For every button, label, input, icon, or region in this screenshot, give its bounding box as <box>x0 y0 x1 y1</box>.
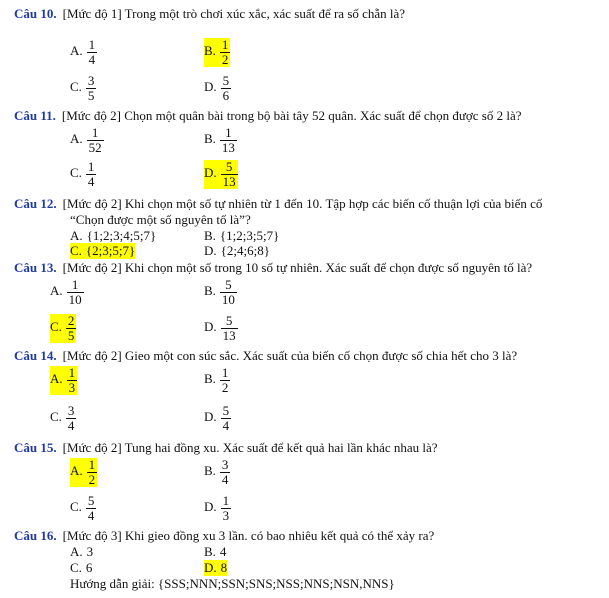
numerator: 2 <box>67 313 75 328</box>
option-letter: D. <box>204 79 217 95</box>
denominator: 2 <box>88 472 96 487</box>
fraction <box>86 160 97 189</box>
option-c[interactable] <box>50 404 76 433</box>
question-15 <box>14 440 438 456</box>
numerator: 1 <box>87 159 95 174</box>
option-a[interactable] <box>70 38 97 67</box>
numerator: 5 <box>225 277 232 292</box>
denominator: 10 <box>221 292 235 307</box>
denominator: 4 <box>222 418 230 433</box>
option-letter: A. <box>70 43 83 59</box>
fraction <box>220 366 231 395</box>
numerator: 1 <box>222 493 230 508</box>
question-number: Câu 15. <box>14 440 57 455</box>
option-letter: D. <box>204 243 217 258</box>
option-letter: C. <box>50 409 62 425</box>
solution-hint: Hướng dẫn giải: {SSS;NNN;SSN;SNS;NSS;NNS;NSN,NNS} <box>70 576 395 591</box>
question-number: Câu 13. <box>14 260 57 275</box>
option-b[interactable] <box>204 458 230 487</box>
numerator: 1 <box>91 125 99 140</box>
option-c-correct[interactable] <box>50 314 76 343</box>
option-c[interactable] <box>70 74 96 103</box>
option-c[interactable] <box>70 160 96 189</box>
option-letter: D. <box>204 165 217 181</box>
option-b-correct[interactable] <box>204 38 230 67</box>
question-text: [Mức độ 2] Khi chọn một số trong 10 số tự nhiên. Xác suất để chọn được số nguyên tố là? <box>62 260 533 275</box>
question-number: Câu 14. <box>14 348 57 363</box>
fraction <box>220 458 231 487</box>
question-number: Câu 16. <box>14 528 57 543</box>
question-number: Câu 10. <box>14 6 57 21</box>
question-text: [Mức độ 2] Gieo một con súc sắc. Xác suất của biến cố chọn được số chia hết cho 3 là? <box>62 348 518 363</box>
option-a[interactable] <box>70 544 93 560</box>
numerator: 5 <box>222 403 230 418</box>
option-d[interactable] <box>204 494 231 523</box>
option-letter: B. <box>204 131 216 147</box>
option-b[interactable] <box>204 228 279 244</box>
option-a-correct[interactable] <box>50 366 77 395</box>
denominator: 5 <box>67 328 75 343</box>
option-letter: D. <box>204 319 217 335</box>
question-text: [Mức độ 3] Khi gieo đồng xu 3 lần. có bao nhiêu kết quả có thể xảy ra? <box>62 528 435 543</box>
option-b[interactable] <box>204 278 237 307</box>
question-14 <box>14 348 517 364</box>
option-letter: C. <box>50 319 62 335</box>
question-12 <box>14 196 542 212</box>
question-text-continuation: “Chọn được một số nguyên tố là”? <box>70 212 251 227</box>
fraction <box>87 458 98 487</box>
option-letter: B. <box>204 463 216 479</box>
option-letter: C. <box>70 165 82 181</box>
numerator: 3 <box>67 403 75 418</box>
option-letter: D. <box>204 560 217 575</box>
denominator: 4 <box>67 418 75 433</box>
option-letter: A. <box>50 371 63 387</box>
numerator: 5 <box>87 493 95 508</box>
option-letter: A. <box>50 283 63 299</box>
option-a[interactable] <box>50 278 84 307</box>
numerator: 1 <box>221 365 229 380</box>
question-10 <box>14 6 405 22</box>
option-letter: B. <box>204 43 216 59</box>
fraction <box>221 404 232 433</box>
denominator: 13 <box>222 174 236 189</box>
denominator: 13 <box>221 140 235 155</box>
denominator: 13 <box>222 328 236 343</box>
option-value: 8 <box>220 560 228 575</box>
option-letter: C. <box>70 499 82 515</box>
fraction <box>221 74 232 103</box>
option-value: {1;2;3;5;7} <box>219 228 280 243</box>
denominator: 4 <box>87 508 95 523</box>
option-value: {2;4;6;8} <box>220 243 270 258</box>
option-letter: A. <box>70 131 83 147</box>
option-letter: A. <box>70 544 83 559</box>
denominator: 2 <box>221 52 229 67</box>
option-d[interactable] <box>204 314 238 343</box>
question-number: Câu 12. <box>14 196 57 211</box>
denominator: 6 <box>222 88 230 103</box>
denominator: 4 <box>221 472 229 487</box>
question-number: Câu 11. <box>14 108 56 123</box>
option-c-correct[interactable] <box>70 243 135 259</box>
option-letter: C. <box>70 243 82 258</box>
fraction <box>66 404 77 433</box>
numerator: 5 <box>222 73 230 88</box>
option-letter: C. <box>70 560 82 575</box>
fraction <box>67 366 78 395</box>
option-letter: D. <box>204 499 217 515</box>
option-a[interactable] <box>70 228 156 244</box>
question-text: [Mức độ 2] Tung hai đồng xu. Xác suất để kết quả hai lần khác nhau là? <box>62 440 438 455</box>
numerator: 1 <box>221 37 229 52</box>
fraction <box>221 494 232 523</box>
option-d-correct[interactable] <box>204 160 238 189</box>
question-text: [Mức độ 2] Chọn một quân bài trong bộ bài tây 52 quân. Xác suất để chọn được số 2 là? <box>61 108 522 123</box>
option-d-correct[interactable] <box>204 560 227 576</box>
fraction <box>220 38 231 67</box>
option-letter: B. <box>204 228 216 243</box>
fraction <box>87 126 104 155</box>
numerator: 1 <box>225 125 232 140</box>
option-letter: B. <box>204 283 216 299</box>
option-letter: C. <box>70 79 82 95</box>
denominator: 10 <box>68 292 82 307</box>
option-letter: B. <box>204 544 216 559</box>
option-value: {1;2;3;4;5;7} <box>86 228 157 243</box>
denominator: 3 <box>222 508 230 523</box>
option-d[interactable] <box>204 404 231 433</box>
denominator: 4 <box>88 52 96 67</box>
fraction <box>66 314 77 343</box>
numerator: 5 <box>225 159 233 174</box>
option-a-correct[interactable] <box>70 458 97 487</box>
fraction <box>221 314 238 343</box>
denominator: 5 <box>87 88 95 103</box>
numerator: 1 <box>68 365 76 380</box>
option-letter: A. <box>70 463 83 479</box>
numerator: 1 <box>71 277 79 292</box>
fraction <box>220 126 237 155</box>
option-b[interactable] <box>204 366 230 395</box>
numerator: 3 <box>87 73 95 88</box>
question-text: [Mức độ 1] Trong một trò chơi xúc xắc, xác suất để ra số chẵn là? <box>62 6 406 21</box>
option-c[interactable] <box>70 494 96 523</box>
question-13 <box>14 260 532 276</box>
option-d[interactable] <box>204 243 270 259</box>
option-a[interactable] <box>70 126 104 155</box>
denominator: 52 <box>88 140 102 155</box>
numerator: 1 <box>88 37 96 52</box>
question-11 <box>14 108 522 124</box>
denominator: 2 <box>221 380 229 395</box>
option-value: {2;3;5;7} <box>85 243 136 258</box>
option-c[interactable] <box>70 560 92 576</box>
option-value: 3 <box>86 544 94 559</box>
option-letter: D. <box>204 409 217 425</box>
question-16 <box>14 528 434 544</box>
numerator: 3 <box>221 457 229 472</box>
option-letter: B. <box>204 371 216 387</box>
fraction <box>220 278 237 307</box>
option-b[interactable] <box>204 126 237 155</box>
option-d[interactable] <box>204 74 231 103</box>
fraction <box>221 160 238 189</box>
fraction <box>67 278 84 307</box>
fraction <box>86 494 97 523</box>
option-b[interactable] <box>204 544 226 560</box>
numerator: 1 <box>88 457 96 472</box>
fraction <box>87 38 98 67</box>
denominator: 4 <box>87 174 95 189</box>
denominator: 3 <box>68 380 76 395</box>
option-letter: A. <box>70 228 83 243</box>
numerator: 5 <box>225 313 233 328</box>
question-text: [Mức độ 2] Khi chọn một số tự nhiên từ 1 đến 10. Tập hợp các biến cố thuận lợi của biến cố <box>62 196 543 211</box>
option-value: 6 <box>85 560 93 575</box>
fraction <box>86 74 97 103</box>
option-value: 4 <box>219 544 227 559</box>
